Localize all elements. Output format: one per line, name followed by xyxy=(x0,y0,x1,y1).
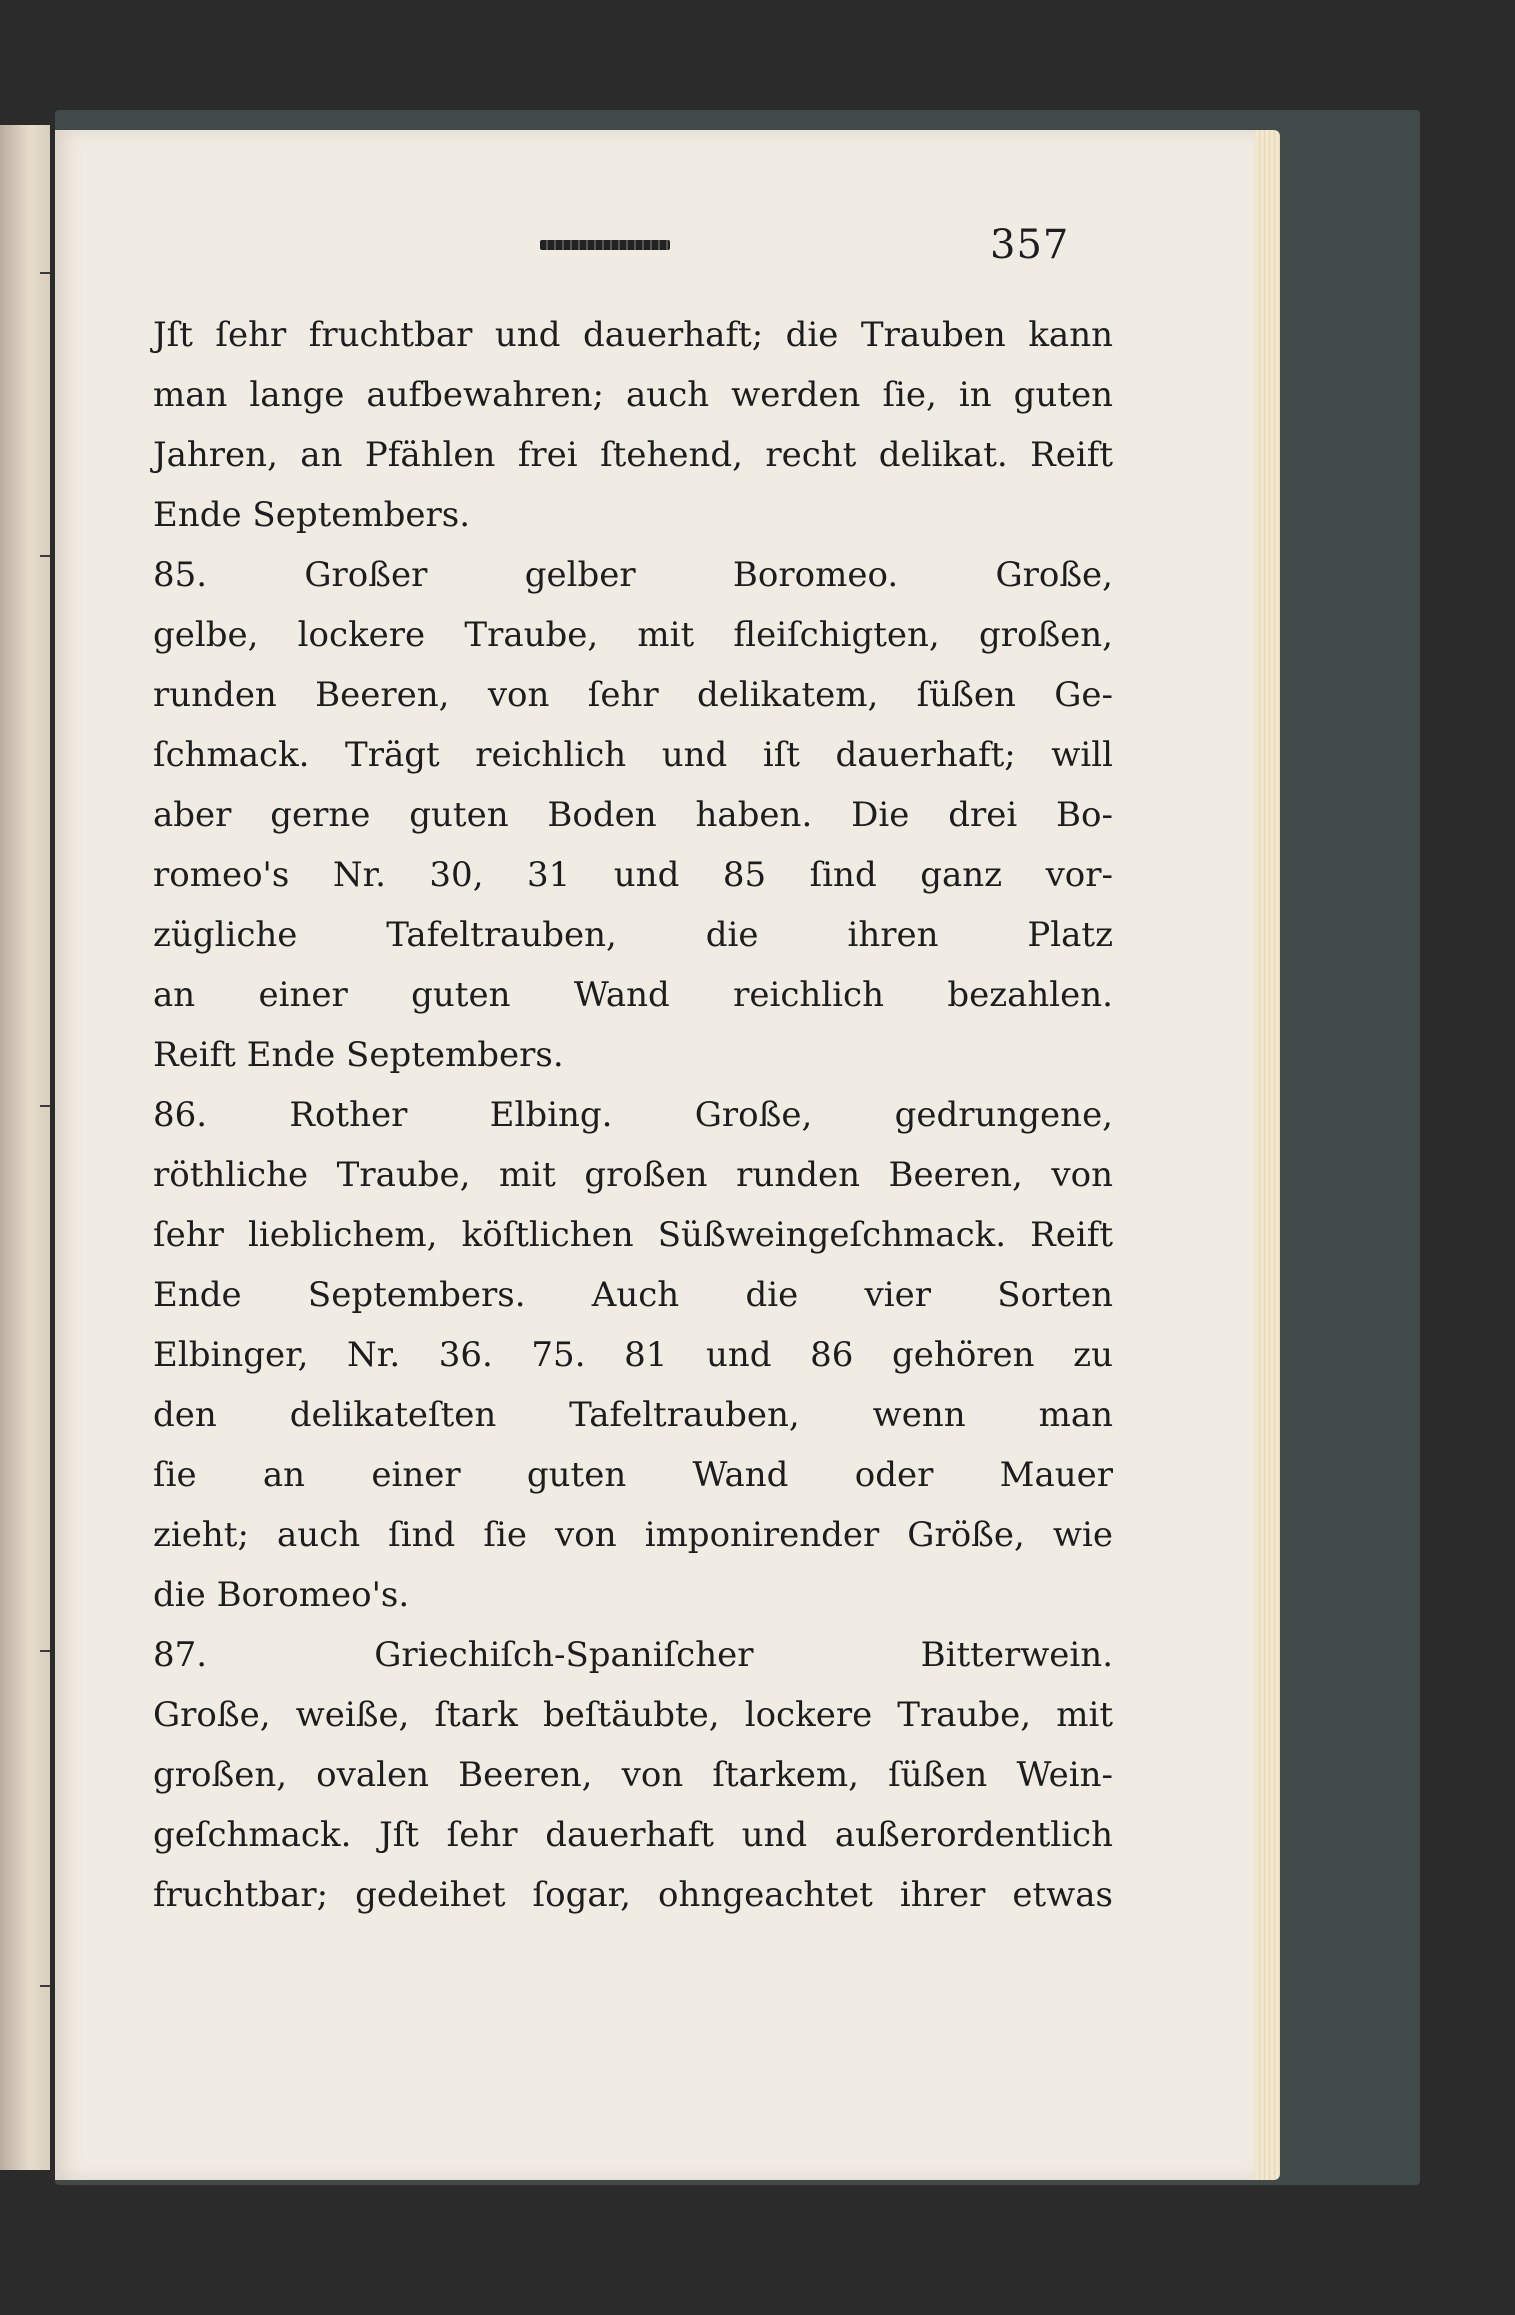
text-line: aber gerne guten Boden haben. Die drei Bo- xyxy=(153,795,1113,835)
text-line: röthliche Traube, mit großen runden Beeren, von xyxy=(153,1155,1113,1195)
text-line: zieht; auch ſind ſie von imponirender Größe, wie xyxy=(153,1515,1113,1555)
text-line: ſie an einer guten Wand oder Mauer xyxy=(153,1455,1113,1495)
text-line: ſehr lieblichem, köſtlichen Süßweingeſchmack. Reift xyxy=(153,1215,1113,1255)
entry-86-heading-line: 86. Rother Elbing. Große, gedrungene, xyxy=(153,1095,1113,1135)
text-line: Ende Septembers. xyxy=(153,495,471,535)
page-text xyxy=(153,305,1113,1925)
text-line: Ende Septembers. Auch die vier Sorten xyxy=(153,1275,1113,1315)
text-line: die Boromeo's. xyxy=(153,1575,410,1615)
text-line: Große, weiße, ſtark beſtäubte, lockere Traube, mit xyxy=(153,1695,1113,1735)
text-line: an einer guten Wand reichlich bezahlen. xyxy=(153,975,1113,1015)
margin-tick xyxy=(40,555,50,557)
entry-85-heading-line: 85. Großer gelber Boromeo. Große, xyxy=(153,555,1113,595)
margin-tick xyxy=(40,272,50,274)
page-number: 357 xyxy=(990,222,1070,268)
text-line: Jſt ſehr fruchtbar und dauerhaft; die Trauben kann xyxy=(153,315,1113,355)
margin-tick xyxy=(40,1985,50,1987)
text-line: großen, ovalen Beeren, von ſtarkem, ſüßen Wein- xyxy=(153,1755,1113,1795)
text-line: fruchtbar; gedeihet ſogar, ohngeachtet ihrer etwas xyxy=(153,1875,1113,1915)
header-ornament xyxy=(540,240,670,250)
text-line: gelbe, lockere Traube, mit fleiſchigten, großen, xyxy=(153,615,1113,655)
text-line: geſchmack. Jſt ſehr dauerhaft und außerordentlich xyxy=(153,1815,1113,1855)
text-line: ſchmack. Trägt reichlich und iſt dauerhaft; will xyxy=(153,735,1113,775)
text-line: zügliche Tafeltrauben, die ihren Platz xyxy=(153,915,1113,955)
text-line: den delikateſten Tafeltrauben, wenn man xyxy=(153,1395,1113,1435)
entry-87-heading-line: 87. Griechiſch-Spaniſcher Bitterwein. xyxy=(153,1635,1113,1675)
text-line: Elbinger, Nr. 36. 75. 81 und 86 gehören zu xyxy=(153,1335,1113,1375)
margin-tick xyxy=(40,1650,50,1652)
book-page xyxy=(55,130,1255,2180)
text-line: Reift Ende Septembers. xyxy=(153,1035,564,1075)
text-line: man lange aufbewahren; auch werden ſie, in guten xyxy=(153,375,1113,415)
text-line: romeo's Nr. 30, 31 und 85 ſind ganz vor- xyxy=(153,855,1113,895)
margin-tick xyxy=(40,1105,50,1107)
text-line: Jahren, an Pfählen frei ſtehend, recht delikat. Reift xyxy=(153,435,1113,475)
text-line: runden Beeren, von ſehr delikatem, ſüßen Ge- xyxy=(153,675,1113,715)
left-page-edge xyxy=(0,125,50,2170)
